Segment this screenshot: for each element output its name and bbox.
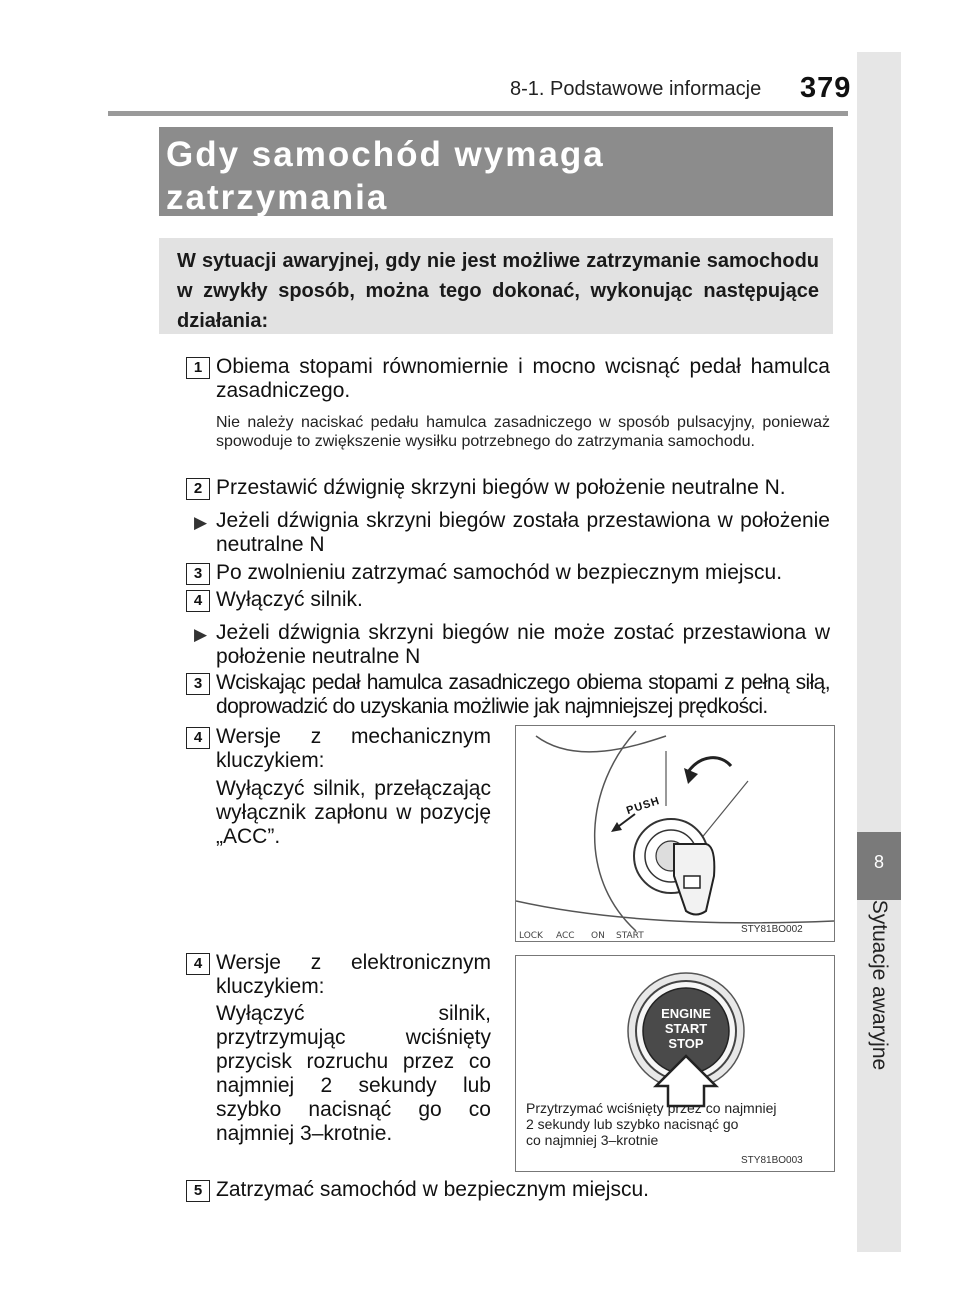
figure-caption [526, 1100, 826, 1148]
condition-text: Jeżeli dźwignia skrzyni biegów nie może zostać przestawiona w położenie neutralne N [216, 621, 830, 668]
step-number: 4 [186, 590, 210, 612]
step-number: 5 [186, 1180, 210, 1202]
step-number: 3 [186, 673, 210, 695]
push-label: PUSH [624, 794, 662, 818]
step-text: Zatrzymać samochód w bezpiecznym miejscu. [216, 1178, 649, 1201]
section-title: 8-1. Podstawowe informacje [510, 78, 762, 100]
figure-code: STY81BO002 [741, 924, 803, 935]
step-number: 2 [186, 478, 210, 500]
step-text: Wyłączyć silnik. [216, 588, 363, 611]
step-text: Wersje z mechanicznym kluczykiem: [216, 725, 491, 772]
step-note: Nie należy naciskać pedału hamulca zasadniczego w sposób pulsacyjny, ponieważ spowoduje to zwiększenie wysiłku potrzebnego do zatrzymania samochodu. [216, 414, 830, 450]
page-number: 379 [800, 72, 852, 104]
intro-text: W sytuacji awaryjnej, gdy nie jest możliwe zatrzymanie samochodu w zwykły sposób, można tego dokonać, wykonując następujące działania: [177, 250, 819, 332]
figure-position-label: ON [591, 931, 605, 941]
button-line: ENGINE [661, 1006, 711, 1021]
caption-line: Przytrzymać wciśnięty przez co najmniej [526, 1100, 777, 1116]
arrow-bullet-icon: ▶ [194, 625, 208, 644]
step-text: Wciskając pedał hamulca zasadniczego obiema stopami z pełną siłą, doprowadzić do uzyskania możliwie jak najmniejszej prędkości. [216, 671, 830, 718]
step-text: Przestawić dźwignię skrzyni biegów w położenie neutralne N. [216, 476, 786, 499]
condition-text: Jeżeli dźwignia skrzyni biegów została przestawiona w położenie neutralne N [216, 509, 830, 556]
page-heading-line-1: Gdy samochód wymaga zatrzymania [166, 135, 605, 217]
step-text: Wersje z elektronicznym kluczykiem: [216, 951, 491, 998]
step-number: 4 [186, 727, 210, 749]
step-number: 3 [186, 563, 210, 585]
ignition-switch-figure [515, 725, 835, 942]
step-number: 4 [186, 953, 210, 975]
button-line: STOP [668, 1036, 704, 1051]
button-line: START [664, 1021, 708, 1036]
caption-line: co najmniej 3–krotnie [526, 1132, 659, 1148]
step-text: Po zwolnieniu zatrzymać samochód w bezpiecznym miejscu. [216, 561, 783, 584]
step-subtext: Wyłączyć silnik, przełączając wyłącznik zapłonu w pozycję „ACC”. [216, 777, 491, 848]
figure-code: STY81BO003 [741, 1155, 803, 1166]
figure-position-label: LOCK [519, 931, 543, 941]
header-rule [108, 111, 848, 116]
engine-start-figure [515, 955, 835, 1172]
step-number: 1 [186, 357, 210, 379]
chapter-side-tab [857, 52, 901, 1252]
figure-position-label: START [616, 931, 644, 941]
chapter-number: 8 [873, 852, 884, 872]
arrow-bullet-icon: ▶ [194, 513, 208, 532]
chapter-title: Sytuacje awaryjne [868, 899, 891, 1071]
engine-start-stop-button [643, 1006, 729, 1051]
step-subtext: Wyłączyć silnik, przytrzymując wciśnięty przycisk rozruchu przez co najmniej 2 sekundy lub szybko nacisnąć go co najmniej 3–krotnie. [216, 1002, 491, 1145]
ignition-switch-illustration [516, 726, 834, 941]
figure-position-label: ACC [556, 931, 575, 941]
step-text: Obiema stopami równomiernie i mocno wcisnąć pedał hamulca zasadniczego. [216, 355, 830, 402]
caption-line: 2 sekundy lub szybko nacisnąć go [526, 1116, 739, 1132]
